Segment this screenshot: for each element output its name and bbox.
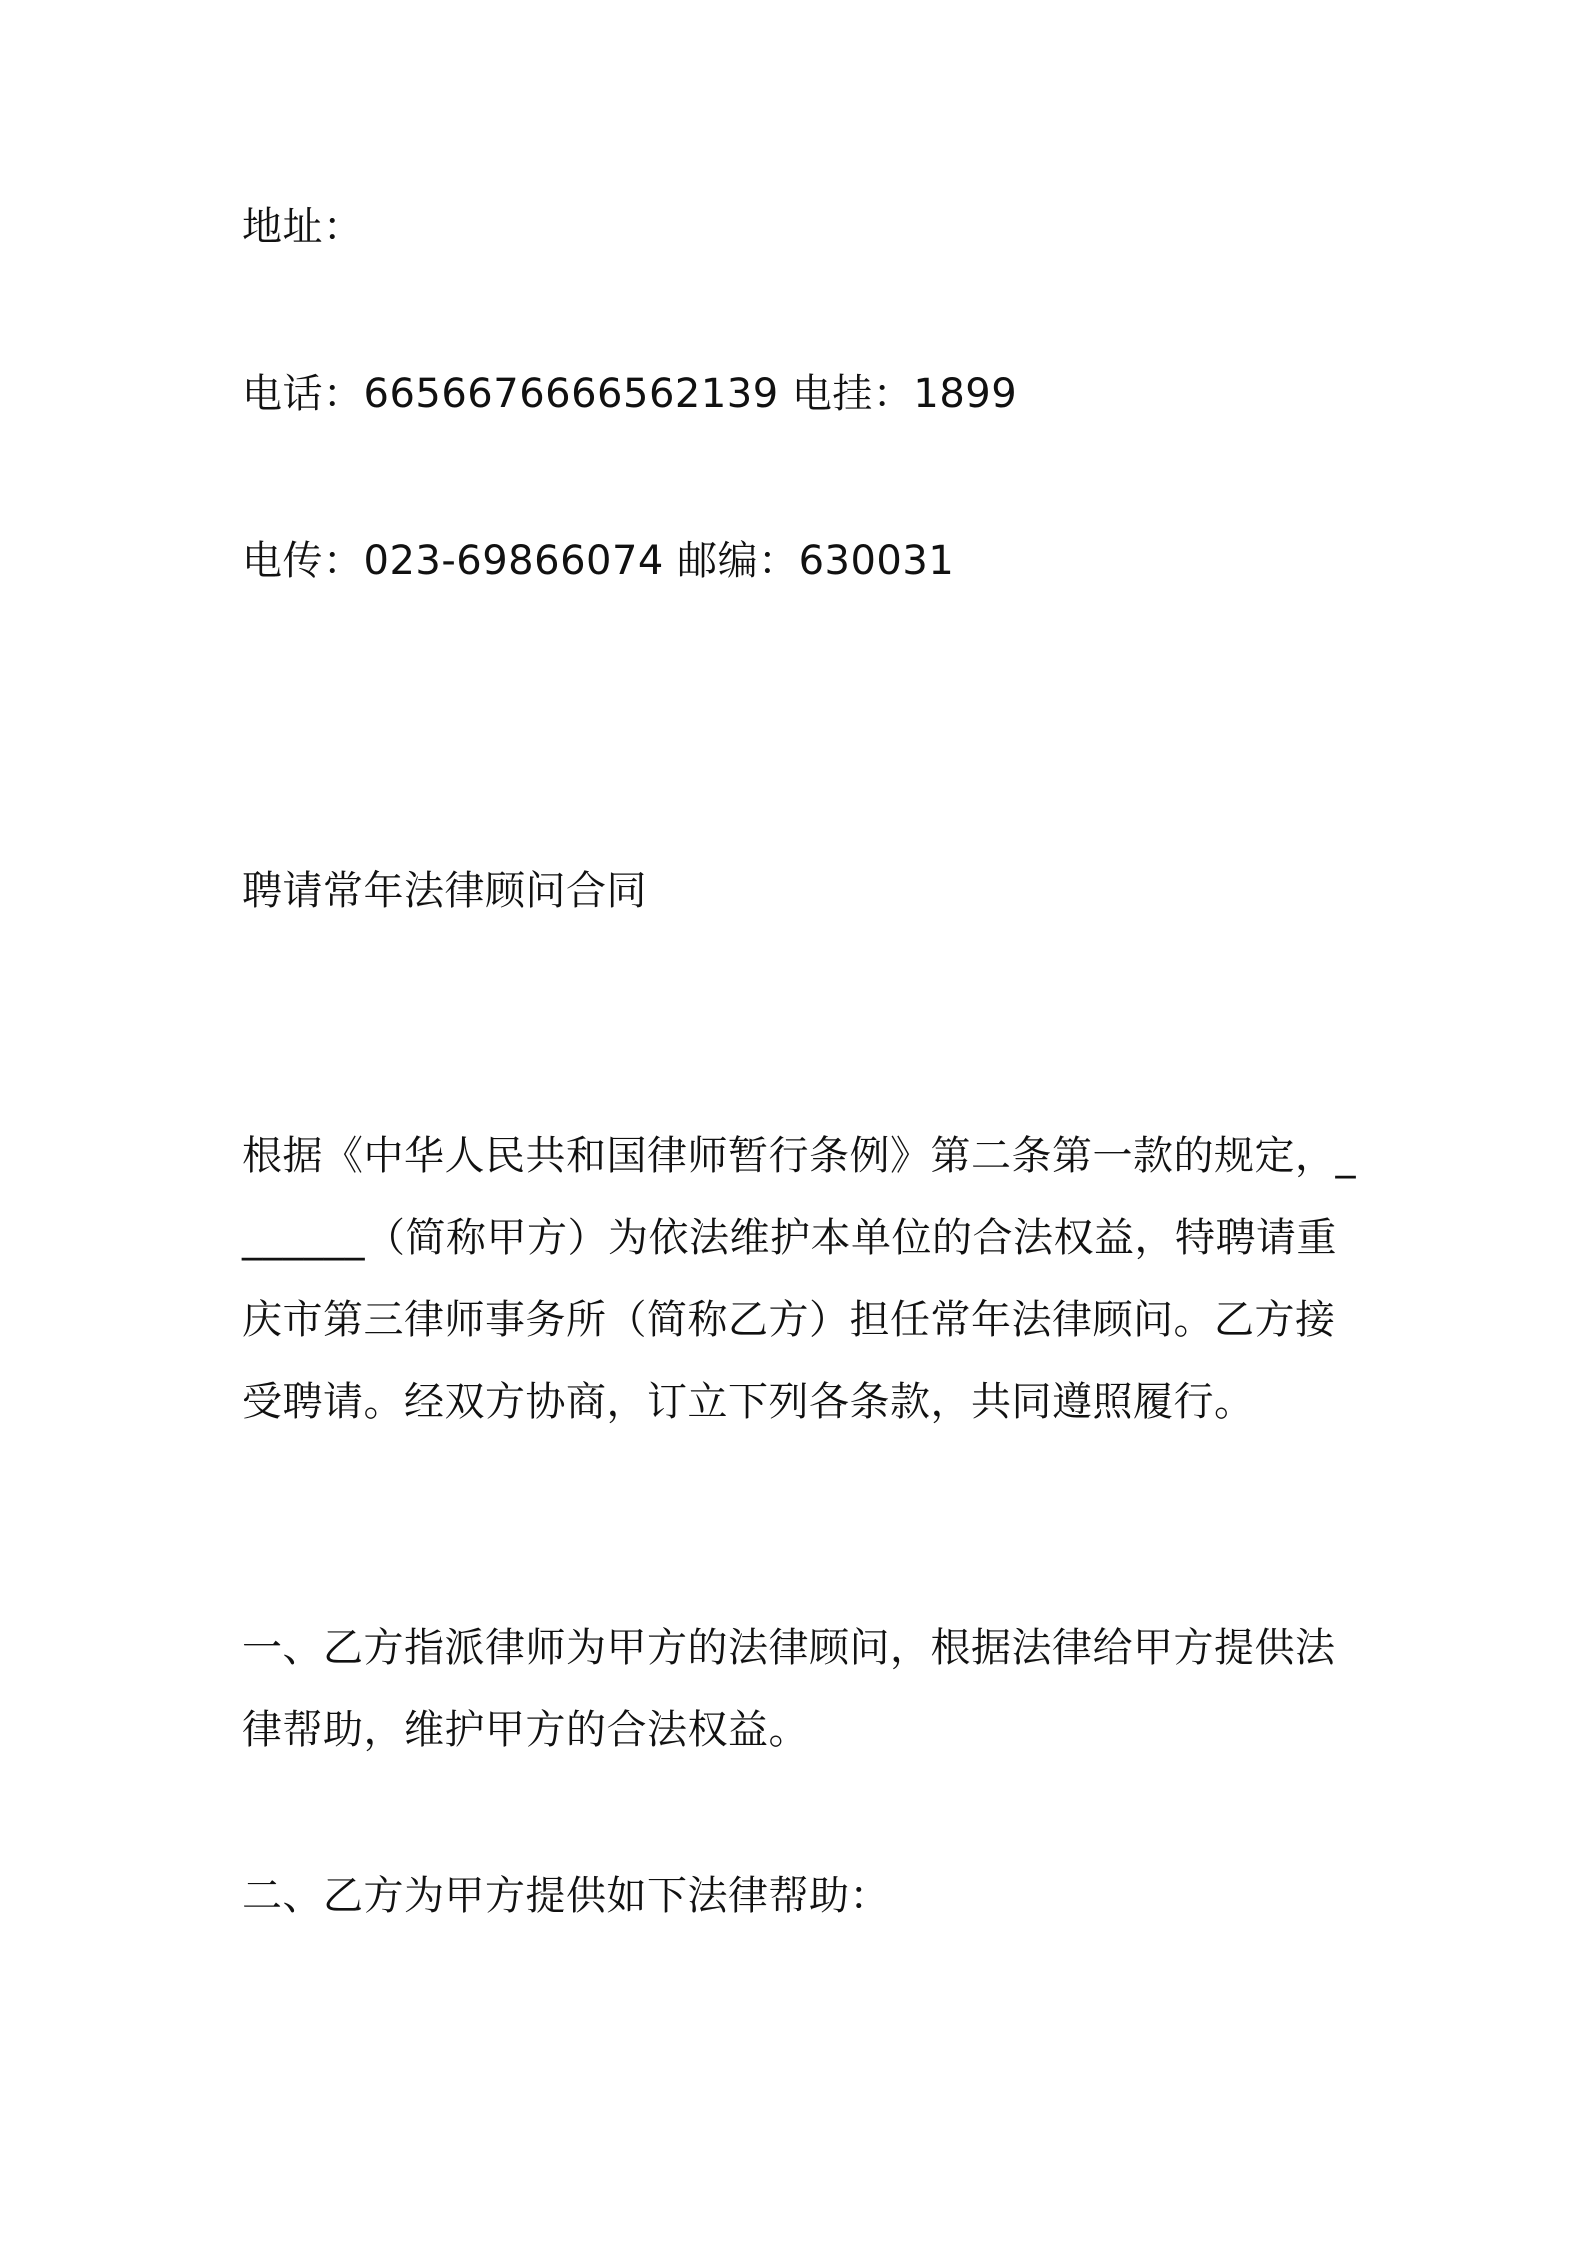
document-title: 聘请常年法律顾问合同 xyxy=(242,868,647,914)
clause-2: 二、乙方为甲方提供如下法律帮助： xyxy=(242,1873,890,1919)
preamble-paragraph: 根据《中华人民共和国律师暂行条例》第二条第一款的规定，_______（简称甲方）为依法维护本单位的合法权益，特聘请重庆市第三律师事务所（简称乙方）担任常年法律顾问。乙方接受聘请。经双方协商，订立下列各条款，共同遵照履行。 xyxy=(242,1133,1356,1425)
address-line: 地址： xyxy=(242,204,364,250)
clause-1: 一、乙方指派律师为甲方的法律顾问，根据法律给甲方提供法律帮助，维护甲方的合法权益。 xyxy=(242,1625,1336,1753)
fax-line: 电传：023-69866074 邮编：630031 xyxy=(242,538,955,584)
phone-line: 电话：6656676666562139 电挂：1899 xyxy=(242,371,1018,417)
